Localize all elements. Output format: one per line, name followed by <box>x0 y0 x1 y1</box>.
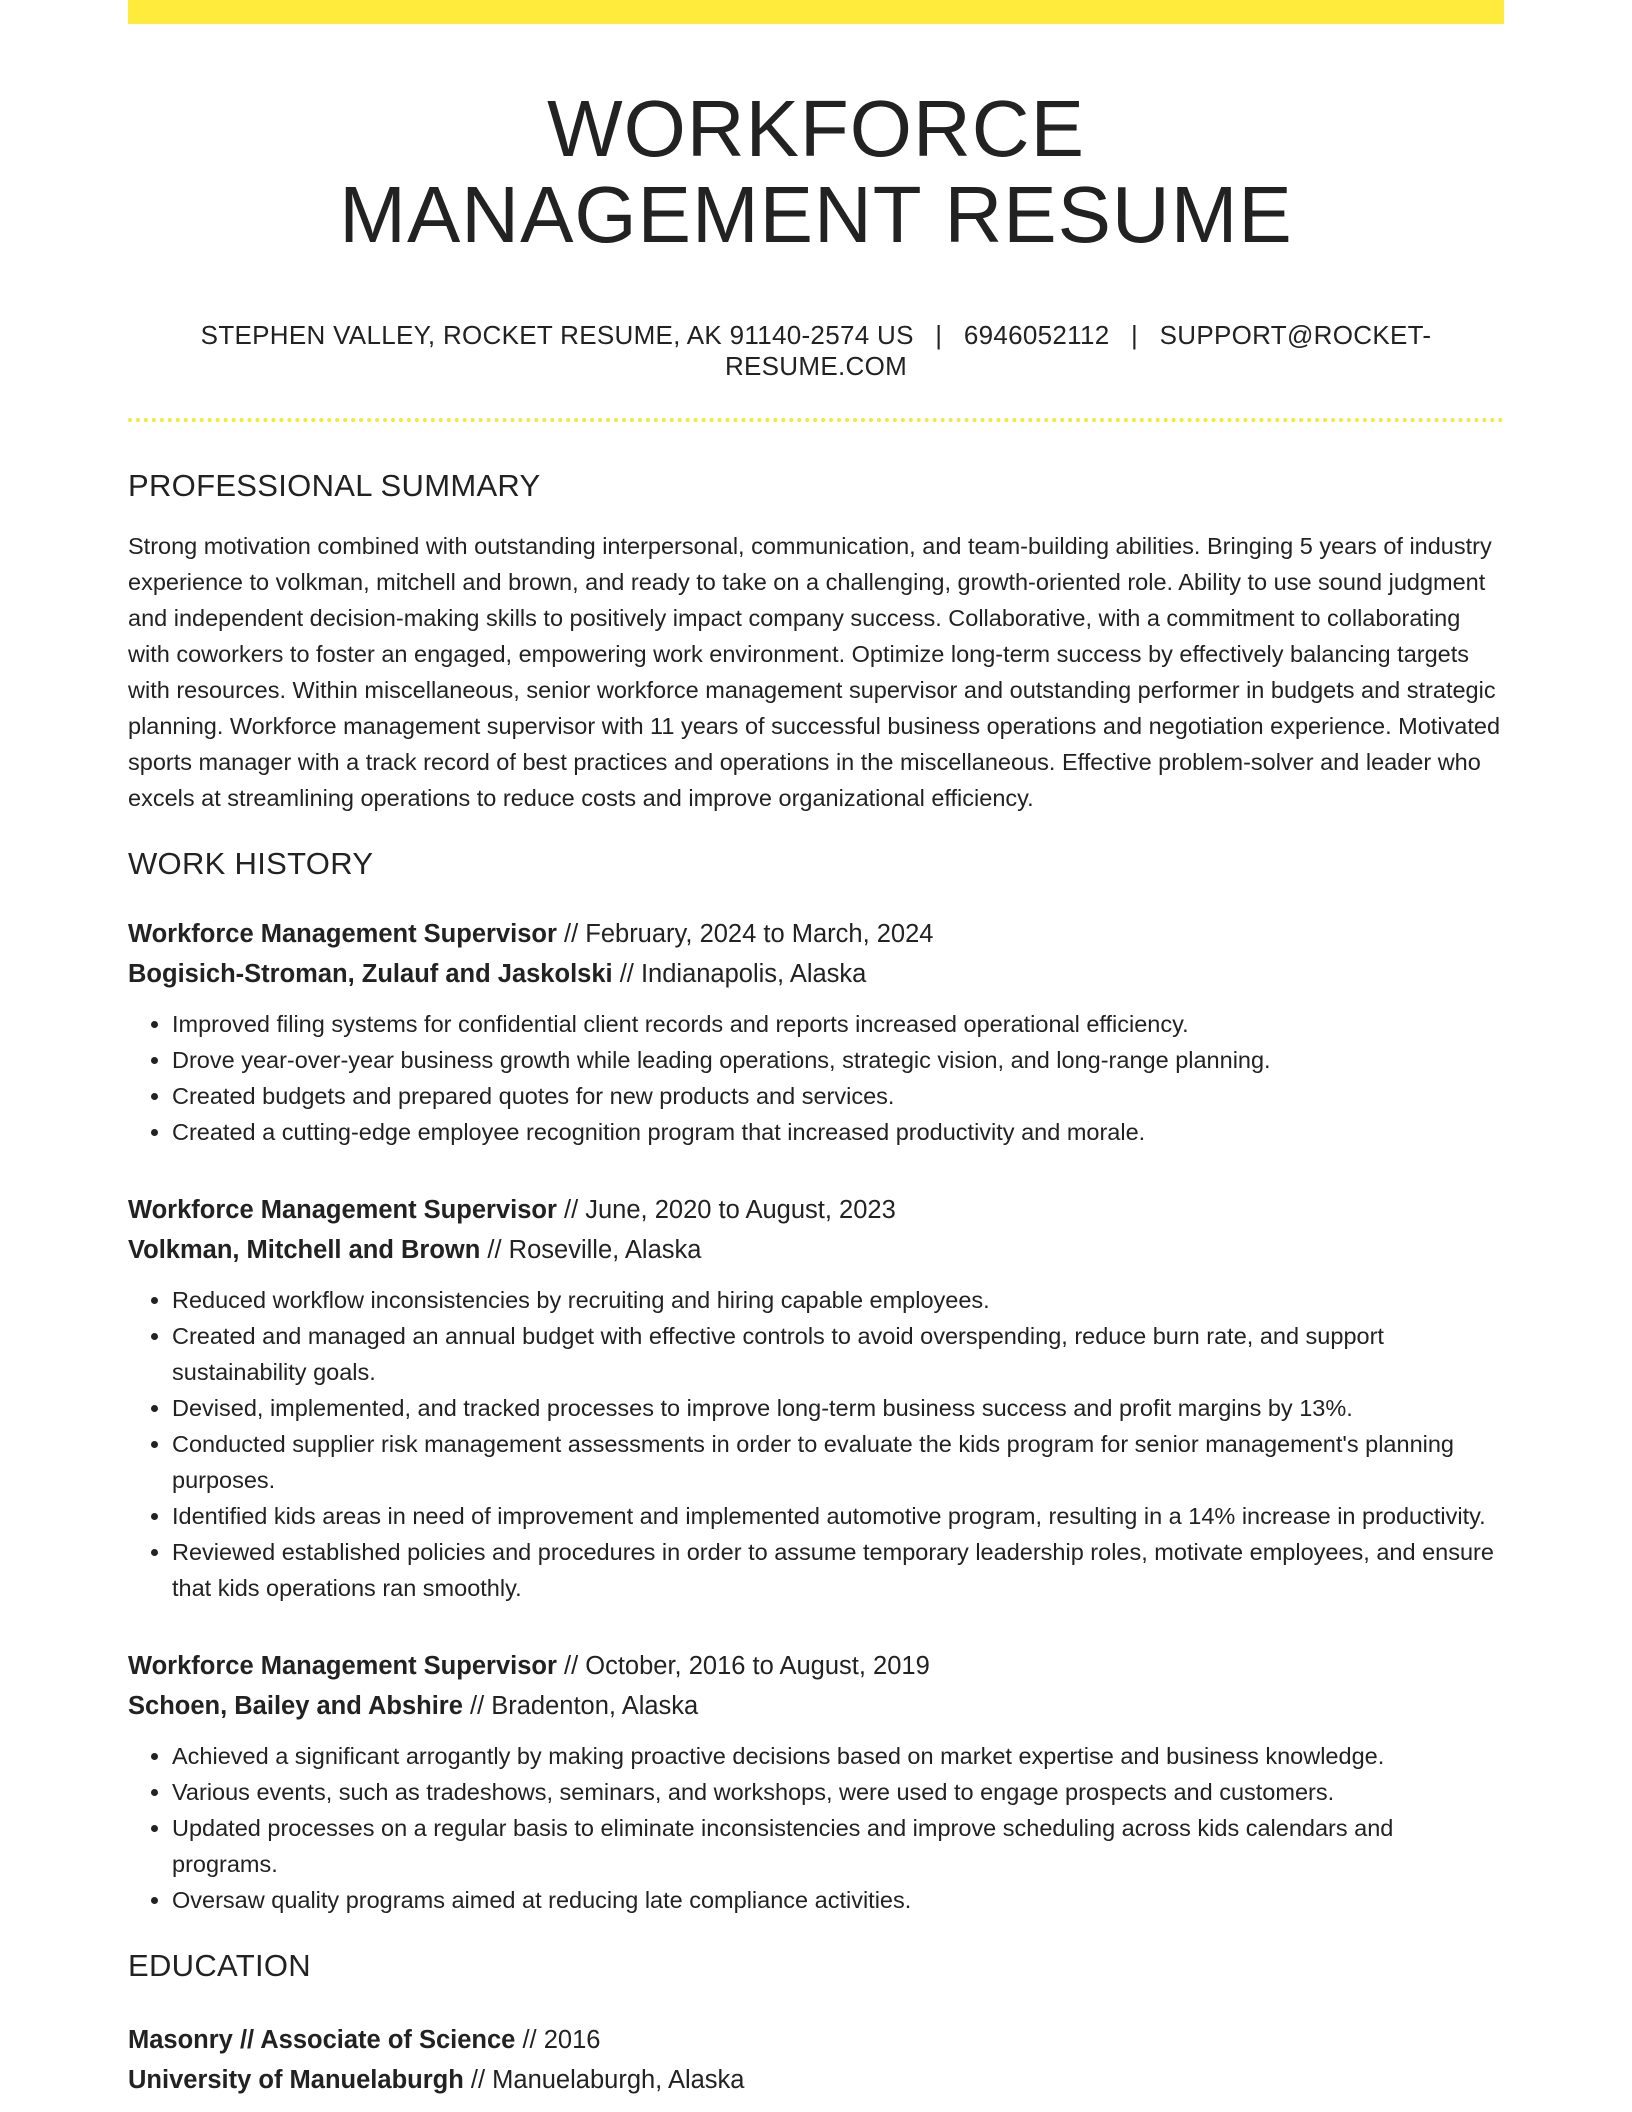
job-bullet: • Various events, such as tradeshows, seminars, and workshops, were used to engage prospects and customers. <box>172 1774 1504 1810</box>
job-location: Bradenton, Alaska <box>491 1692 699 1720</box>
job-title-line <box>128 1190 1504 1230</box>
job-bullet: • Achieved a significant arrogantly by making proactive decisions based on market expertise and business knowledge. <box>172 1738 1504 1774</box>
job-bullet: • Identified kids areas in need of improvement and implemented automotive program, resulting in a 14% increase in productivity. <box>172 1498 1504 1534</box>
job-separator: // <box>462 1692 492 1720</box>
summary-text: Strong motivation combined with outstanding interpersonal, communication, and team-building abilities. Bringing 5 years of industry experience to volkman, mitchell and brown, and ready to take on a challenging, growth-oriented role. Ability to use sound judgment and independent decision-making skills to positively impact company success. Collaborative, with a commitment to collaborating with coworkers to foster an engaged, empowering work environment. Optimize long-term success by effectively balancing targets with resources. Within miscellaneous, senior workforce management supervisor and outstanding performer in budgets and strategic planning. Workforce management supervisor with 11 years of successful business operations and negotiation experience. Motivated sports manager with a track record of best practices and operations in the miscellaneous. Effective problem-solver and leader who excels at streamlining operations to reduce costs and improve organizational efficiency. <box>128 533 1501 811</box>
education-separator: // <box>463 2066 493 2094</box>
education-entry <box>128 2020 1504 2100</box>
job-location: Roseville, Alaska <box>508 1236 702 1264</box>
summary-heading: PROFESSIONAL SUMMARY <box>128 468 541 503</box>
job-bullets <box>128 1006 1504 1150</box>
job-bullet: • Improved filing systems for confidential client records and reports increased operational efficiency. <box>172 1006 1504 1042</box>
job-bullet: • Devised, implemented, and tracked processes to improve long-term business success and profit margins by 13%. <box>172 1390 1504 1426</box>
job-dates: February, 2024 to March, 2024 <box>585 920 934 948</box>
job-dates: October, 2016 to August, 2019 <box>585 1652 930 1680</box>
job-bullet: • Created a cutting-edge employee recognition program that increased productivity and morale. <box>172 1114 1504 1150</box>
job-title: Workforce Management Supervisor <box>128 920 557 948</box>
job-separator: // <box>556 920 586 948</box>
resume-page <box>128 0 1504 2100</box>
education-heading: EDUCATION <box>128 1948 311 1983</box>
job-company-line <box>128 1230 1504 1270</box>
job-bullet: • Drove year-over-year business growth while leading operations, strategic vision, and long-range planning. <box>172 1042 1504 1078</box>
job-company: Schoen, Bailey and Abshire <box>128 1692 463 1720</box>
education-degree: Masonry // Associate of Science <box>128 2026 516 2054</box>
job-bullet: • Oversaw quality programs aimed at reducing late compliance activities. <box>172 1882 1504 1918</box>
resume-title <box>128 24 1504 258</box>
contact-email: SUPPORT@ROCKET-RESUME.COM <box>724 320 1432 381</box>
job-company-line <box>128 954 1504 994</box>
job-bullet: • Created and managed an annual budget with effective controls to avoid overspending, reduce burn rate, and support sustainability goals. <box>172 1318 1504 1390</box>
job-company: Volkman, Mitchell and Brown <box>128 1236 481 1264</box>
education-separator: // <box>515 2026 544 2054</box>
title-line-2: MANAGEMENT RESUME <box>339 170 1293 259</box>
contact-separator: | <box>1131 320 1139 350</box>
job-bullets <box>128 1738 1504 1918</box>
education-degree-line <box>128 2020 1504 2060</box>
job-bullet: • Created budgets and prepared quotes for new products and services. <box>172 1078 1504 1114</box>
job-title-line <box>128 1646 1504 1686</box>
job-title: Workforce Management Supervisor <box>128 1196 557 1224</box>
job-separator: // <box>556 1196 586 1224</box>
education-year: 2016 <box>543 2026 601 2054</box>
job-title: Workforce Management Supervisor <box>128 1652 557 1680</box>
job-entry <box>128 1646 1504 1918</box>
job-entry <box>128 1190 1504 1606</box>
accent-bar <box>128 0 1504 24</box>
job-company-line <box>128 1686 1504 1726</box>
education-school: University of Manuelaburgh <box>128 2066 464 2094</box>
work-history-heading: WORK HISTORY <box>128 846 374 881</box>
job-title-line <box>128 914 1504 954</box>
job-entry <box>128 914 1504 1150</box>
job-company: Bogisich-Stroman, Zulauf and Jaskolski <box>128 960 613 988</box>
dotted-divider <box>128 418 1504 422</box>
job-bullet: • Reduced workflow inconsistencies by recruiting and hiring capable employees. <box>172 1282 1504 1318</box>
contact-phone: 6946052112 <box>963 320 1110 350</box>
contact-separator: | <box>935 320 943 350</box>
job-bullets <box>128 1282 1504 1606</box>
job-bullet: • Conducted supplier risk management assessments in order to evaluate the kids program for senior management's planning purposes. <box>172 1426 1504 1498</box>
title-line-1: WORKFORCE <box>547 84 1085 173</box>
job-separator: // <box>480 1236 509 1264</box>
contact-address: STEPHEN VALLEY, ROCKET RESUME, AK 91140-2574 US <box>200 320 914 350</box>
education-location: Manuelaburgh, Alaska <box>492 2066 745 2094</box>
job-dates: June, 2020 to August, 2023 <box>585 1196 896 1224</box>
job-location: Indianapolis, Alaska <box>640 960 867 988</box>
job-separator: // <box>556 1652 586 1680</box>
job-separator: // <box>612 960 641 988</box>
job-bullet: • Reviewed established policies and procedures in order to assume temporary leadership roles, motivate employees, and ensure that kids operations ran smoothly. <box>172 1534 1504 1606</box>
education-school-line <box>128 2060 1504 2100</box>
contact-line <box>128 320 1504 382</box>
job-bullet: • Updated processes on a regular basis to eliminate inconsistencies and improve scheduling across kids calendars and programs. <box>172 1810 1504 1882</box>
